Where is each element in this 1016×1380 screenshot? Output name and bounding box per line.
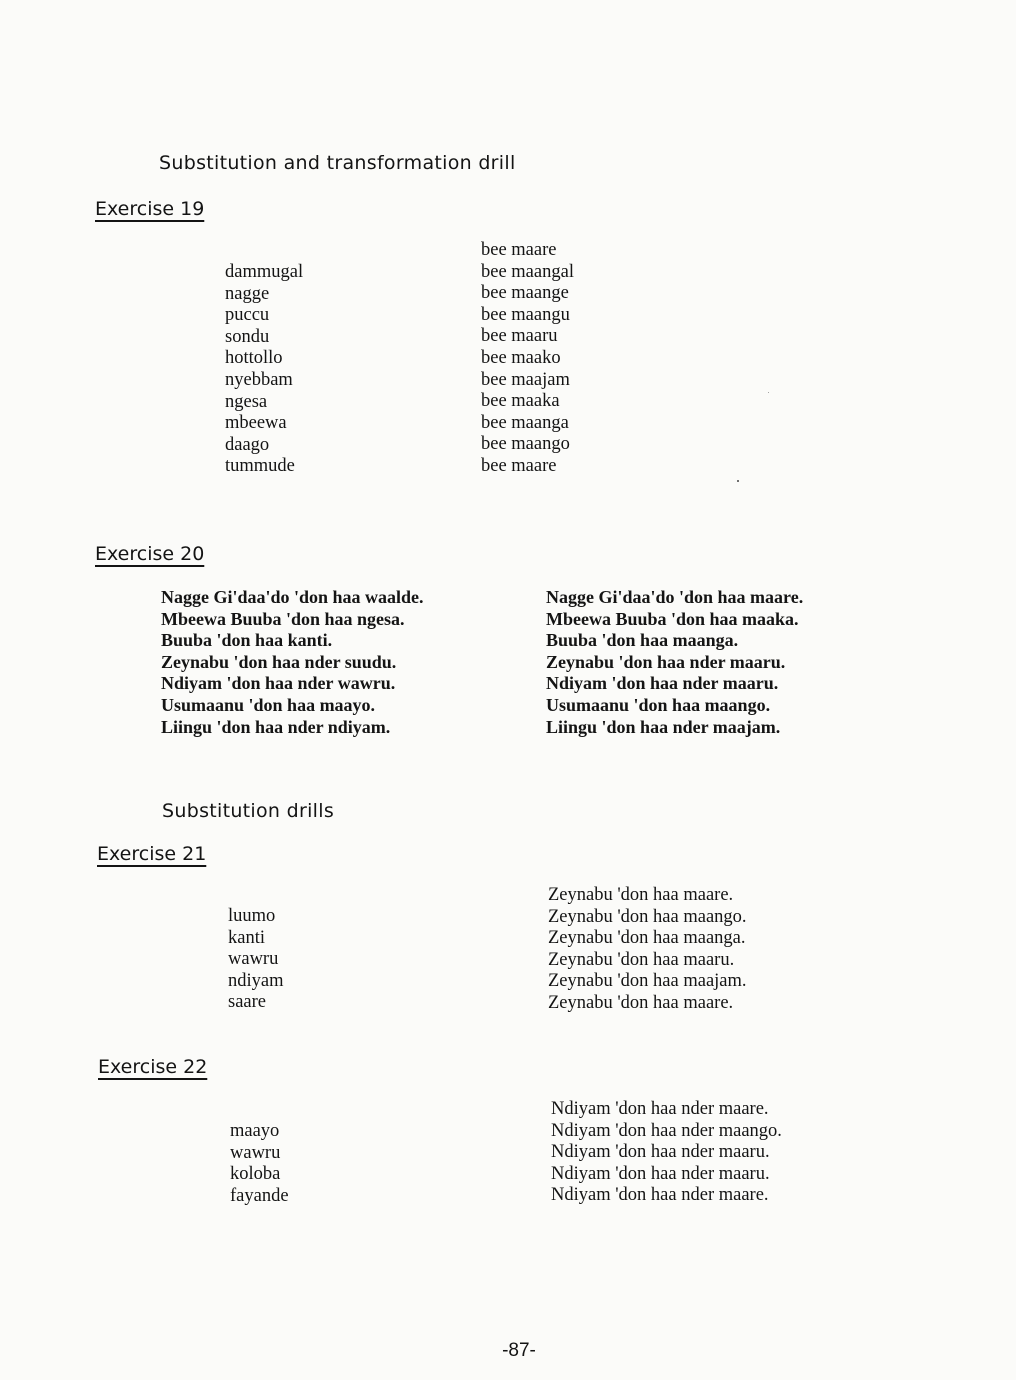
section-heading-transformation: Substitution and transformation drill <box>159 152 516 174</box>
exercise-21-response-list <box>548 885 747 1015</box>
list-item: Zeynabu 'don haa maare. <box>548 885 734 905</box>
list-item: nyebbam <box>225 369 293 390</box>
list-item: bee maaka <box>481 391 560 412</box>
list-item: Buuba 'don haa kanti. <box>161 630 333 651</box>
list-item: bee maanga <box>481 412 569 433</box>
list-item: nagge <box>225 283 270 304</box>
list-item: Zeynabu 'don haa maango. <box>548 906 747 927</box>
list-item: luumo <box>228 906 276 926</box>
list-item: bee maango <box>481 434 570 455</box>
list-item: Ndiyam 'don haa nder maaru. <box>551 1163 770 1184</box>
list-item: ndiyam <box>228 970 284 991</box>
list-item: ngesa <box>225 391 268 412</box>
exercise-20-prompt-list <box>161 587 424 738</box>
scan-speck <box>737 480 739 482</box>
list-item: Ndiyam 'don haa nder maaru. <box>546 673 779 694</box>
list-item: Zeynabu 'don haa maaru. <box>548 949 735 970</box>
exercise-22-label: Exercise 22 <box>98 1056 208 1078</box>
list-item: Buuba 'don haa maanga. <box>546 630 739 651</box>
exercise-19-word-list <box>225 262 303 478</box>
list-item: Ndiyam 'don haa nder maango. <box>551 1120 782 1141</box>
list-item: Nagge Gi'daa'do 'don haa maare. <box>546 587 804 607</box>
list-item: saare <box>228 992 266 1013</box>
list-item: dammugal <box>225 262 304 282</box>
list-item: Ndiyam 'don haa nder maare. <box>551 1099 769 1119</box>
list-item: Zeynabu 'don haa maajam. <box>548 971 747 992</box>
list-item: Ndiyam 'don haa nder maare. <box>551 1185 769 1206</box>
list-item: maayo <box>230 1121 280 1141</box>
list-item: fayande <box>230 1185 289 1206</box>
list-item: Zeynabu 'don haa nder suudu. <box>161 651 397 672</box>
list-item: hottollo <box>225 348 283 369</box>
list-item: bee maaru <box>481 326 558 347</box>
list-item: Ndiyam 'don haa nder maaru. <box>551 1142 770 1163</box>
list-item: mbeewa <box>225 413 287 434</box>
list-item: Zeynabu 'don haa nder maaru. <box>546 651 786 672</box>
list-item: kanti <box>228 927 265 948</box>
list-item: bee maare <box>481 455 557 476</box>
list-item: Liingu 'don haa nder ndiyam. <box>161 716 391 737</box>
exercise-19-response-list <box>481 240 574 478</box>
exercise-21-word-list <box>228 906 284 1014</box>
list-item: Mbeewa Buuba 'don haa ngesa. <box>161 608 405 629</box>
list-item: Ndiyam 'don haa nder wawru. <box>161 673 396 694</box>
page-number: -87- <box>502 1340 536 1361</box>
list-item: bee maangal <box>481 261 574 282</box>
list-item: koloba <box>230 1164 281 1185</box>
section-heading-substitution: Substitution drills <box>162 800 335 822</box>
list-item: bee maare <box>481 240 557 260</box>
list-item: Mbeewa Buuba 'don haa maaka. <box>546 608 799 629</box>
list-item: Nagge Gi'daa'do 'don haa waalde. <box>161 587 424 607</box>
exercise-20-response-list <box>546 587 803 738</box>
list-item: Zeynabu 'don haa maanga. <box>548 928 746 949</box>
list-item: puccu <box>225 305 270 326</box>
list-item: tummude <box>225 456 295 477</box>
list-item: sondu <box>225 326 270 347</box>
list-item: Usumaanu 'don haa maango. <box>546 694 771 715</box>
exercise-19-label: Exercise 19 <box>95 198 205 220</box>
exercise-22-word-list <box>230 1121 289 1207</box>
exercise-20-label: Exercise 20 <box>95 543 205 565</box>
scan-speck <box>768 392 769 393</box>
exercise-22-response-list <box>551 1099 782 1207</box>
list-item: daago <box>225 434 270 455</box>
list-item: Usumaanu 'don haa maayo. <box>161 694 376 715</box>
list-item: bee maangu <box>481 304 570 325</box>
list-item: bee maange <box>481 283 569 304</box>
list-item: Liingu 'don haa nder maajam. <box>546 716 781 737</box>
list-item: Zeynabu 'don haa maare. <box>548 992 734 1013</box>
list-item: wawru <box>228 949 279 970</box>
list-item: bee maako <box>481 347 561 368</box>
exercise-21-label: Exercise 21 <box>97 843 207 865</box>
list-item: wawru <box>230 1142 281 1163</box>
list-item: bee maajam <box>481 369 570 390</box>
